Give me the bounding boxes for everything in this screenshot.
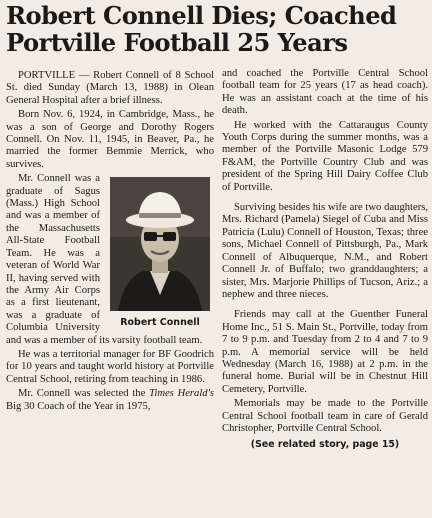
photo-caption: Robert Connell — [120, 317, 200, 329]
paragraph-memberships: He worked with the Cattaraugus County Youth Corps during the summer months, was a member of the Portville Masonic Lodge 579 F&AM, the Portville Country Club and was president of the Spring Hill Dairy Coffee Club of Portville. — [222, 119, 428, 193]
photo-block — [106, 177, 214, 329]
headline-line-2: Portville Football 25 Years — [6, 28, 348, 57]
paragraph-biography: Mr. Connell was a graduate of Sagus (Mass.) High School and was a member of the Massachusetts All-State Football Team. He was a veteran of World War II, having served with the Army Air Corps as a first lieutenant, was a graduate of Columbia University and was a member of its varsity football team. — [6, 173, 203, 346]
paragraph-coaching: and coached the Portville Central School football team for 25 years (17 as head coach). He was an assistant coach at the time of his death. — [222, 68, 428, 117]
headline — [6, 2, 426, 56]
paragraph-birth: Born Nov. 6, 1924, in Cambridge, Mass., he was a son of George and Dorothy Rogers Connell. On Nov. 11, 1945, in Beaver, Pa., he married the former Bemmie Merrick, who survives. — [6, 109, 214, 170]
award-text-post: Big 30 Coach of the Year in 1975, — [6, 400, 151, 412]
portrait-image — [110, 177, 210, 311]
paragraph-survivors: Surviving besides his wife are two daughters, Mrs. Richard (Pamela) Siegel of Cuba and Miss Patricia (Lulu) Connell of Houston, Texas; three sons, Michael Connell of Pittsburgh, Pa., Mark Connell of Albuquerque, N.M., and Robert Connell Jr. of Buffalo; two granddaughters; a sister, Mrs. Marjorie Phillips of Tucson, Ariz.; a nephew and three nieces. — [222, 202, 428, 300]
paragraph-career: He was a territorial manager for BF Goodrich for 10 years and taught world history at Portville Central School, retiring from teaching in 1986. — [6, 348, 214, 385]
related-story-link: (See related story, page 15) — [250, 439, 400, 451]
paragraph-dateline: PORTVILLE — Robert Connell of 8 School St. died Sunday (March 13, 1988) in Olean General Hospital after a brief illness. — [6, 70, 214, 106]
paragraph-coach-award — [6, 388, 214, 413]
portrait-photo — [110, 177, 210, 311]
article-column-2 — [222, 68, 428, 452]
award-text-pre: Mr. Connell was selected the — [18, 388, 150, 400]
article-column-1 — [6, 70, 214, 415]
newspaper-name: Times Herald's — [149, 388, 214, 400]
paragraph-services: Friends may call at the Guenther Funeral Home Inc., 51 S. Main St., Portville, today from 7 to 9 p.m. and Tuesday from 2 to 4 and 7 to 9 p.m. A memorial service will be held Wednesday (March 16, 1988) at 2 p.m. in the funeral home. Burial will be in Chestnut Hill Cemetery, Portville. — [222, 309, 428, 395]
paragraph-memorials: Memorials may be made to the Portville Central School football team in care of Gerald Christopher, Portville Central School. — [222, 398, 428, 434]
headline-line-1: Robert Connell Dies; Coached — [6, 1, 397, 30]
